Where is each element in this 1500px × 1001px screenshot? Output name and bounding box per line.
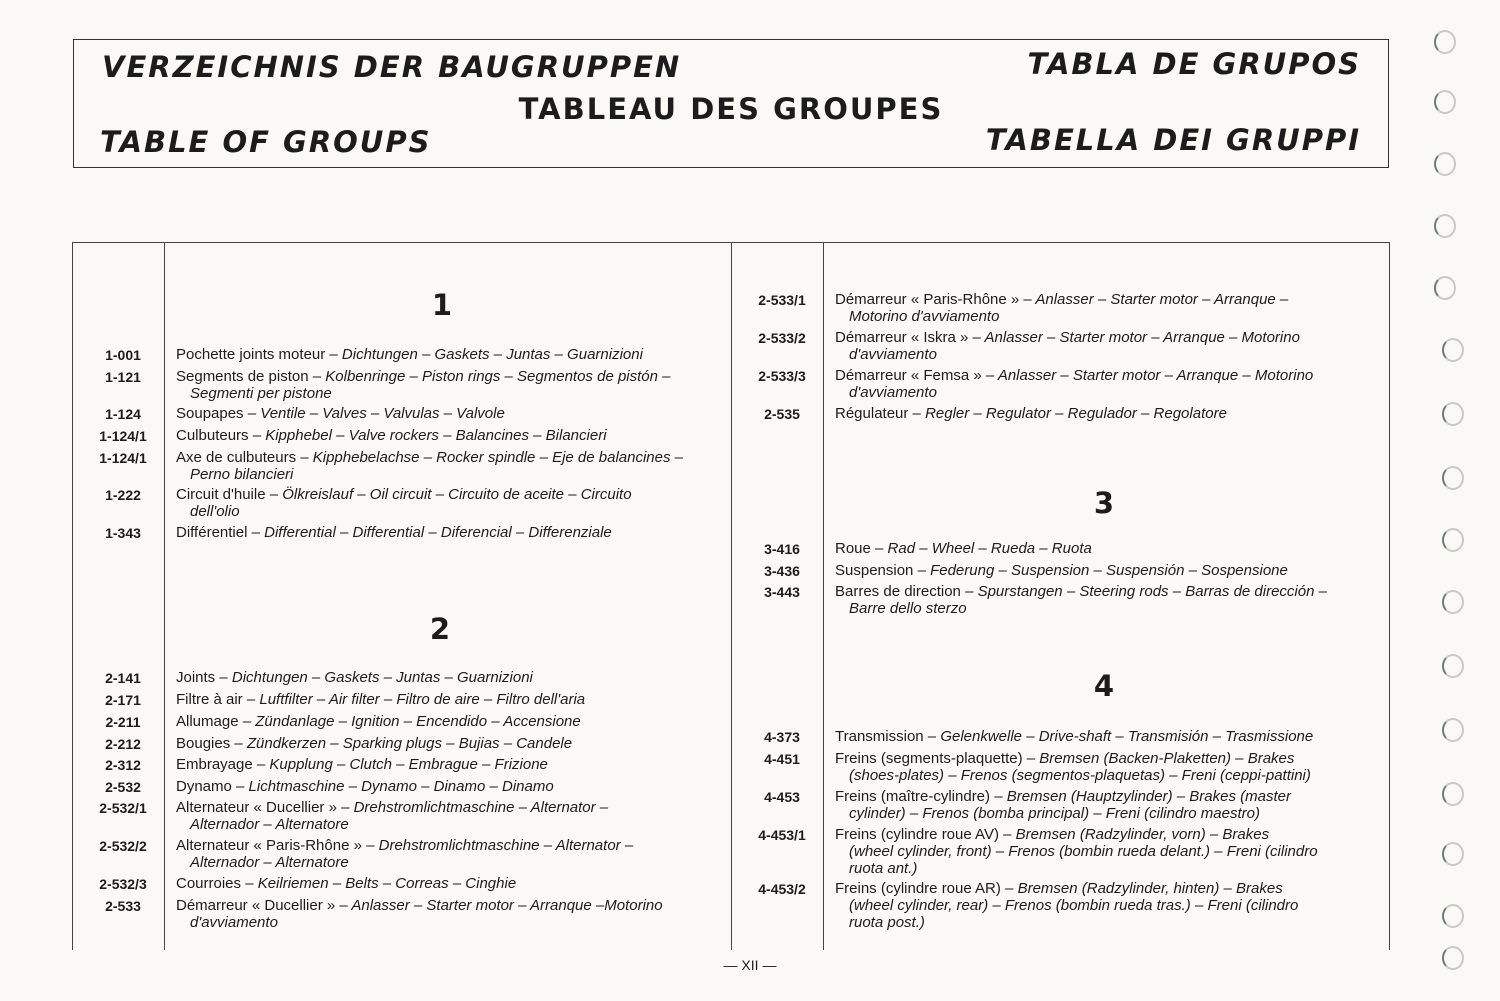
list-item — [105, 669, 721, 686]
list-item — [105, 897, 721, 931]
index-tab — [1442, 946, 1464, 970]
group-description — [176, 449, 721, 483]
group-code: 2-533/3 — [758, 368, 806, 384]
index-tab — [1442, 590, 1464, 614]
group-code: 4-453 — [764, 789, 800, 805]
group-code: 3-443 — [764, 584, 800, 600]
group-code: 2-532/3 — [99, 876, 147, 892]
group-description — [176, 875, 721, 892]
description-french: Barres de direction — [835, 583, 961, 600]
description-continuation: (shoes-plates) – Frenos (segmentos-plaquetas) – Freni (ceppi-pattini) — [849, 767, 1311, 784]
description-translations: – Zündkerzen – Sparking plugs – Bujias – Candele — [230, 735, 573, 752]
description-translations: – Rad – Wheel – Rueda – Ruota — [870, 540, 1092, 557]
group-code: 4-453/1 — [758, 827, 806, 843]
description-translations: – Bremsen (Radzylinder, vorn) – Brakes — [998, 826, 1270, 843]
group-description — [835, 750, 1380, 784]
group-code: 4-451 — [764, 751, 800, 767]
description-french: Freins (cylindre roue AV) — [835, 826, 999, 843]
description-french: Freins (cylindre roue AR) — [835, 880, 1001, 897]
group-heading-3: 3 — [1093, 486, 1115, 520]
description-translations: – Ventile – Valves – Valvulas – Valvole — [243, 405, 505, 422]
description-continuation: d'avviamento — [190, 914, 278, 931]
index-tab — [1434, 152, 1456, 176]
list-item — [105, 486, 721, 520]
index-tab — [1442, 466, 1464, 490]
group-description — [835, 788, 1380, 822]
group-description — [176, 486, 721, 520]
description-french: Dynamo — [176, 778, 232, 795]
group-code: 1-343 — [105, 525, 141, 541]
group-code: 4-453/2 — [758, 881, 806, 897]
description-translations: – Kolbenringe – Piston rings – Segmentos de pistón – — [308, 368, 671, 385]
list-item — [105, 405, 721, 422]
list-item — [764, 728, 1380, 745]
description-translations: – Kipphebelachse – Rocker spindle – Eje de balancines – — [296, 449, 684, 466]
group-code: 2-212 — [105, 736, 141, 752]
list-item — [764, 788, 1380, 822]
description-translations: – Drehstromlichtmaschine – Alternator – — [336, 799, 609, 816]
index-tab — [1434, 30, 1456, 54]
group-code: 2-532 — [105, 779, 141, 795]
list-item — [105, 756, 721, 773]
group-description — [835, 367, 1380, 401]
description-continuation: Alternador – Alternatore — [190, 854, 349, 871]
index-tab — [1434, 276, 1456, 300]
table-divider — [164, 242, 165, 950]
table-divider — [72, 242, 73, 950]
group-code: 1-222 — [105, 487, 141, 503]
description-french: Démarreur « Paris-Rhône » — [835, 291, 1020, 308]
index-tab — [1442, 528, 1464, 552]
description-translations: – Regler – Regulator – Regulador – Regolatore — [908, 405, 1227, 422]
description-french: Courroies — [176, 875, 242, 892]
index-tab — [1434, 214, 1456, 238]
list-item — [105, 691, 721, 708]
list-item — [764, 405, 1380, 422]
group-description — [176, 837, 721, 871]
group-description — [835, 540, 1380, 557]
list-item — [99, 449, 721, 483]
group-code: 4-373 — [764, 729, 800, 745]
group-description — [176, 524, 721, 541]
group-code: 2-171 — [105, 692, 141, 708]
group-heading-1: 1 — [431, 288, 453, 322]
description-french: Embrayage — [176, 756, 253, 773]
description-translations: – Anlasser – Starter motor – Arranque – Motorino — [981, 367, 1314, 384]
list-item — [758, 291, 1380, 325]
title-french: TABLEAU DES GROUPES — [518, 92, 944, 126]
group-description — [176, 368, 721, 402]
description-french: Joints — [176, 669, 216, 686]
description-french: Suspension — [835, 562, 914, 579]
group-code: 2-532/1 — [99, 800, 147, 816]
list-item — [105, 713, 721, 730]
description-continuation: ruota ant.) — [849, 860, 918, 877]
group-heading-4: 4 — [1093, 669, 1115, 703]
description-french: Freins (segments-plaquette) — [835, 750, 1023, 767]
list-item — [758, 880, 1380, 931]
description-french: Segments de piston — [176, 368, 309, 385]
description-translations: – Drehstromlichtmaschine – Alternator – — [361, 837, 634, 854]
description-french: Pochette joints moteur — [176, 346, 326, 363]
description-translations: – Kipphebel – Valve rockers – Balancines – Bilancieri — [248, 427, 607, 444]
description-translations: – Differential – Differential – Diferencial – Differenziale — [247, 524, 612, 541]
group-description — [835, 562, 1380, 579]
list-item — [758, 367, 1380, 401]
group-code: 3-436 — [764, 563, 800, 579]
list-item — [105, 346, 721, 363]
title-box — [73, 39, 1389, 168]
list-item — [99, 799, 721, 833]
description-french: Axe de culbuteurs — [176, 449, 297, 466]
group-description — [176, 405, 721, 422]
group-code: 2-533/2 — [758, 330, 806, 346]
group-code: 2-141 — [105, 670, 141, 686]
description-continuation: (wheel cylinder, rear) – Frenos (bombin rueda tras.) – Freni (cilindro — [849, 897, 1299, 914]
group-description — [176, 756, 721, 773]
description-translations: – Keilriemen – Belts – Correas – Cinghie — [241, 875, 517, 892]
index-tab — [1434, 90, 1456, 114]
list-item — [99, 837, 721, 871]
index-tab — [1442, 782, 1464, 806]
description-continuation: (wheel cylinder, front) – Frenos (bombin rueda delant.) – Freni (cilindro — [849, 843, 1318, 860]
list-item — [758, 329, 1380, 363]
description-translations: – Gelenkwelle – Drive-shaft – Transmisión – Trasmissione — [923, 728, 1314, 745]
group-code: 1-124 — [105, 406, 141, 422]
description-french: Alternateur « Paris-Rhône » — [176, 837, 362, 854]
description-continuation: Segmenti per pistone — [190, 385, 332, 402]
description-french: Alternateur « Ducellier » — [176, 799, 337, 816]
index-tab — [1442, 654, 1464, 678]
description-french: Régulateur — [835, 405, 909, 422]
description-french: Soupapes — [176, 405, 244, 422]
list-item — [105, 368, 721, 402]
list-item — [99, 875, 721, 892]
list-item — [99, 427, 721, 444]
group-description — [835, 583, 1380, 617]
group-code: 1-124/1 — [99, 450, 147, 466]
description-translations: – Bremsen (Backen-Plaketten) – Brakes — [1022, 750, 1295, 767]
description-translations: – Ölkreislauf – Oil circuit – Circuito de aceite – Circuito — [265, 486, 632, 503]
description-continuation: Barre dello sterzo — [849, 600, 967, 617]
description-continuation: Perno bilancieri — [190, 466, 294, 483]
group-code: 1-001 — [105, 347, 141, 363]
list-item — [758, 826, 1380, 877]
description-french: Freins (maître-cylindre) — [835, 788, 991, 805]
group-description — [176, 897, 721, 931]
description-continuation: Motorino d'avviamento — [849, 308, 1000, 325]
description-translations: – Bremsen (Radzylinder, hinten) – Brakes — [1000, 880, 1283, 897]
description-continuation: Alternador – Alternatore — [190, 816, 349, 833]
list-item — [764, 540, 1380, 557]
index-tab — [1442, 904, 1464, 928]
description-translations: – Federung – Suspension – Suspensión – Sospensione — [913, 562, 1288, 579]
description-translations: – Dichtungen – Gaskets – Juntas – Guarnizioni — [325, 346, 643, 363]
description-continuation: cylinder) – Frenos (bomba principal) – Freni (cilindro maestro) — [849, 805, 1260, 822]
group-description — [176, 799, 721, 833]
group-description — [176, 778, 721, 795]
group-code: 1-121 — [105, 369, 141, 385]
description-translations: – Bremsen (Hauptzylinder) – Brakes (master — [990, 788, 1291, 805]
description-french: Allumage — [176, 713, 239, 730]
description-translations: – Anlasser – Starter motor – Arranque – — [1019, 291, 1289, 308]
description-translations: – Luftfilter – Air filter – Filtro de aire – Filtro dell'aria — [242, 691, 586, 708]
description-french: Filtre à air — [176, 691, 243, 708]
title-english: TABLE OF GROUPS — [100, 125, 432, 159]
list-item — [764, 562, 1380, 579]
title-italian: TABELLA DEI GRUPPI — [985, 123, 1361, 157]
title-german: VERZEICHNIS DER BAUGRUPPEN — [102, 50, 682, 84]
list-item — [764, 583, 1380, 617]
description-continuation: dell'olio — [190, 503, 240, 520]
description-french: Démarreur « Ducellier » — [176, 897, 336, 914]
group-description — [176, 669, 721, 686]
group-description — [176, 691, 721, 708]
index-tab — [1442, 842, 1464, 866]
group-code: 2-533/1 — [758, 292, 806, 308]
group-description — [176, 346, 721, 363]
description-translations: – Anlasser – Starter motor – Arranque – Motorino — [968, 329, 1300, 346]
group-code: 2-532/2 — [99, 838, 147, 854]
table-divider — [731, 242, 732, 950]
group-code: 2-211 — [105, 714, 141, 730]
description-french: Culbuteurs — [176, 427, 249, 444]
description-french: Démarreur « Iskra » — [835, 329, 969, 346]
group-code: 2-533 — [105, 898, 141, 914]
index-tab — [1442, 338, 1464, 362]
description-french: Différentiel — [176, 524, 248, 541]
group-code: 2-535 — [764, 406, 800, 422]
group-code: 2-312 — [105, 757, 141, 773]
table-divider — [823, 242, 824, 950]
group-description — [176, 713, 721, 730]
group-description — [835, 826, 1380, 877]
description-french: Roue — [835, 540, 871, 557]
description-french: Transmission — [835, 728, 924, 745]
group-code: 3-416 — [764, 541, 800, 557]
index-tab — [1442, 402, 1464, 426]
index-tab — [1442, 718, 1464, 742]
description-continuation: d'avviamento — [849, 346, 937, 363]
group-code: 1-124/1 — [99, 428, 147, 444]
description-translations: – Kupplung – Clutch – Embrague – Frizione — [252, 756, 548, 773]
group-description — [176, 427, 721, 444]
description-translations: – Lichtmaschine – Dynamo – Dinamo – Dinamo — [231, 778, 554, 795]
description-french: Bougies — [176, 735, 231, 752]
list-item — [105, 735, 721, 752]
group-description — [835, 291, 1380, 325]
group-description — [835, 405, 1380, 422]
description-french: Démarreur « Femsa » — [835, 367, 982, 384]
list-item — [105, 524, 721, 541]
description-continuation: d'avviamento — [849, 384, 937, 401]
page-number: — XII — — [723, 957, 777, 973]
list-item — [764, 750, 1380, 784]
group-description — [176, 735, 721, 752]
group-description — [835, 329, 1380, 363]
table-divider — [1389, 242, 1390, 950]
description-continuation: ruota post.) — [849, 914, 925, 931]
title-spanish: TABLA DE GRUPOS — [1027, 47, 1361, 81]
description-translations: – Zündanlage – Ignition – Encendido – Accensione — [238, 713, 581, 730]
description-translations: – Spurstangen – Steering rods – Barras de dirección – — [960, 583, 1327, 600]
description-translations: – Anlasser – Starter motor – Arranque –Motorino — [335, 897, 663, 914]
description-translations: – Dichtungen – Gaskets – Juntas – Guarnizioni — [215, 669, 533, 686]
description-french: Circuit d'huile — [176, 486, 266, 503]
group-description — [835, 880, 1380, 931]
group-description — [835, 728, 1380, 745]
list-item — [105, 778, 721, 795]
group-heading-2: 2 — [429, 612, 451, 646]
